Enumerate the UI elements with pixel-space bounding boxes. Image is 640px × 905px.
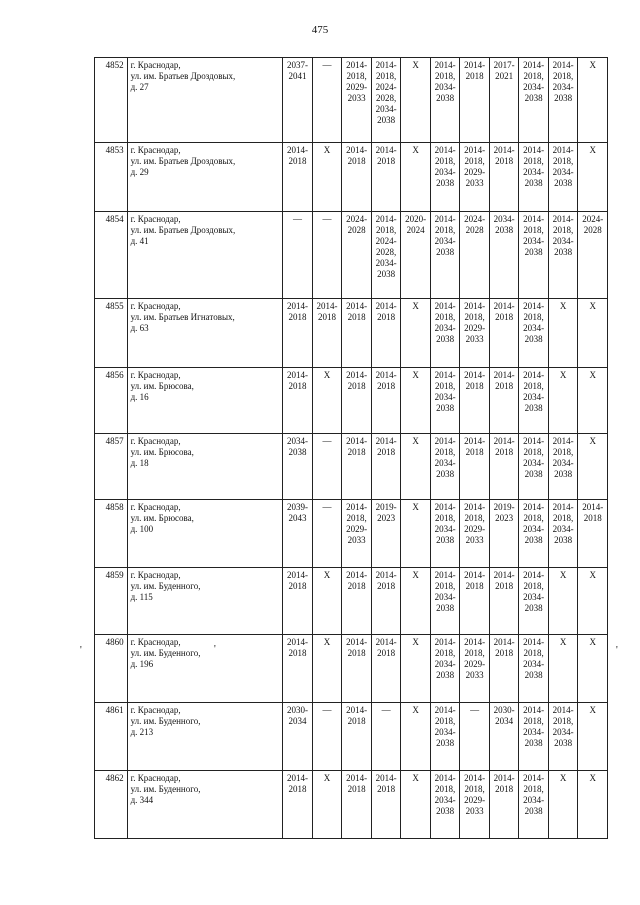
period-cell: 2014- 2018 <box>342 635 372 703</box>
record-number-cell: 4853 <box>95 143 128 212</box>
period-cell: 2014- 2018, 2029- 2033 <box>460 635 490 703</box>
period-cell: 2014- 2018, 2029- 2033 <box>460 143 490 212</box>
period-cell: 2014- 2018 <box>489 635 519 703</box>
address-cell: г. Краснодар, ул. им. Братьев Дроздовых, д. 29 <box>127 143 283 212</box>
period-cell: 2014- 2018, 2034- 2038 <box>519 299 549 368</box>
period-cell: X <box>401 58 431 143</box>
period-cell: — <box>312 212 342 299</box>
period-cell: X <box>401 500 431 568</box>
table-row <box>95 143 608 212</box>
address-cell: г. Краснодар, ул. им. Буденного, д. 344 <box>127 771 283 839</box>
period-cell: X <box>548 568 578 635</box>
period-cell: 2014- 2018 <box>489 368 519 434</box>
period-cell: 2014- 2018, 2034- 2038 <box>519 58 549 143</box>
period-cell: X <box>578 703 608 771</box>
period-cell: 2014- 2018 <box>371 635 401 703</box>
period-cell: 2014- 2018 <box>371 299 401 368</box>
period-cell: 2014- 2018, 2024- 2028, 2034- 2038 <box>371 212 401 299</box>
period-cell: 2014- 2018 <box>460 568 490 635</box>
address-cell: г. Краснодар, ул. им. Братьев Дроздовых, д. 41 <box>127 212 283 299</box>
period-cell: 2014- 2018 <box>371 143 401 212</box>
period-cell: 2034- 2038 <box>283 434 313 500</box>
period-cell: 2014- 2018, 2024- 2028, 2034- 2038 <box>371 58 401 143</box>
housing-repair-schedule-table <box>94 57 608 839</box>
period-cell: 2014- 2018, 2034- 2038 <box>519 212 549 299</box>
period-cell: 2014- 2018, 2034- 2038 <box>430 568 460 635</box>
period-cell: X <box>578 143 608 212</box>
period-cell: 2014- 2018 <box>342 299 372 368</box>
period-cell: X <box>548 771 578 839</box>
period-cell: 2014- 2018, 2034- 2038 <box>519 434 549 500</box>
page-number: 475 <box>311 24 329 36</box>
table-row <box>95 299 608 368</box>
period-cell: 2014- 2018 <box>460 434 490 500</box>
record-number-cell: 4862 <box>95 771 128 839</box>
address-cell: г. Краснодар, ул. им. Братьев Дроздовых, д. 27 <box>127 58 283 143</box>
address-cell: г. Краснодар, ул. им. Буденного, д. 213 <box>127 703 283 771</box>
period-cell: 2034- 2038 <box>489 212 519 299</box>
period-cell: 2014- 2018 <box>342 703 372 771</box>
period-cell: 2014- 2018 <box>342 568 372 635</box>
period-cell: 2014- 2018, 2034- 2038 <box>548 500 578 568</box>
period-cell: 2014- 2018, 2034- 2038 <box>430 368 460 434</box>
period-cell: — <box>312 703 342 771</box>
period-cell: 2014- 2018, 2034- 2038 <box>430 635 460 703</box>
record-number-cell: 4856 <box>95 368 128 434</box>
period-cell: 2014- 2018 <box>460 58 490 143</box>
period-cell: X <box>548 368 578 434</box>
right-margin-mark: ' <box>616 645 618 656</box>
table-row <box>95 58 608 143</box>
period-cell: 2014- 2018, 2034- 2038 <box>519 635 549 703</box>
address-cell: г. Краснодар, ул. им. Брюсова, д. 100 <box>127 500 283 568</box>
period-cell: X <box>312 143 342 212</box>
period-cell: 2014- 2018, 2034- 2038 <box>430 434 460 500</box>
period-cell: 2014- 2018 <box>283 368 313 434</box>
period-cell: 2014- 2018 <box>489 299 519 368</box>
period-cell: 2014- 2018, 2034- 2038 <box>519 368 549 434</box>
record-number-cell: 4852 <box>95 58 128 143</box>
period-cell: 2014- 2018 <box>489 143 519 212</box>
address-cell: г. Краснодар, ул. им. Братьев Игнатовых, д. 63 <box>127 299 283 368</box>
period-cell: 2030- 2034 <box>283 703 313 771</box>
table-row <box>95 500 608 568</box>
period-cell: 2014- 2018, 2034- 2038 <box>519 500 549 568</box>
period-cell: — <box>371 703 401 771</box>
period-cell: — <box>312 58 342 143</box>
address-cell: г. Краснодар, ул. им. Буденного, д. 115 <box>127 568 283 635</box>
record-number-cell: 4860 <box>95 635 128 703</box>
period-cell: X <box>401 771 431 839</box>
period-cell: 2014- 2018 <box>312 299 342 368</box>
table-row <box>95 703 608 771</box>
period-cell: 2024- 2028 <box>342 212 372 299</box>
period-cell: 2014- 2018 <box>283 299 313 368</box>
table-row <box>95 434 608 500</box>
period-cell: 2014- 2018, 2034- 2038 <box>519 703 549 771</box>
period-cell: X <box>578 568 608 635</box>
period-cell: 2014- 2018 <box>342 771 372 839</box>
address-cell: г. Краснодар, ул. им. Брюсова, д. 16 <box>127 368 283 434</box>
period-cell: 2014- 2018, 2034- 2038 <box>430 703 460 771</box>
period-cell: X <box>401 299 431 368</box>
period-cell: 2014- 2018 <box>342 368 372 434</box>
period-cell: X <box>401 703 431 771</box>
period-cell: X <box>578 635 608 703</box>
period-cell: 2014- 2018, 2034- 2038 <box>519 771 549 839</box>
period-cell: 2014- 2018 <box>371 568 401 635</box>
period-cell: — <box>312 500 342 568</box>
period-cell: 2014- 2018 <box>283 771 313 839</box>
period-cell: 2037- 2041 <box>283 58 313 143</box>
period-cell: — <box>460 703 490 771</box>
period-cell: 2014- 2018, 2029- 2033 <box>342 58 372 143</box>
table-row <box>95 212 608 299</box>
period-cell: 2024- 2028 <box>460 212 490 299</box>
record-number-cell: 4855 <box>95 299 128 368</box>
record-number-cell: 4861 <box>95 703 128 771</box>
period-cell: 2014- 2018 <box>283 143 313 212</box>
period-cell: 2014- 2018, 2034- 2038 <box>430 500 460 568</box>
period-cell: X <box>312 635 342 703</box>
period-cell: 2014- 2018 <box>342 434 372 500</box>
address-cell: г. Краснодар, ул. им. Брюсова, д. 18 <box>127 434 283 500</box>
table-row <box>95 368 608 434</box>
period-cell: 2014- 2018 <box>283 635 313 703</box>
record-number-cell: 4859 <box>95 568 128 635</box>
period-cell: 2014- 2018 <box>578 500 608 568</box>
period-cell: 2014- 2018 <box>371 434 401 500</box>
record-number-cell: 4857 <box>95 434 128 500</box>
period-cell: 2014- 2018 <box>489 434 519 500</box>
period-cell: 2017- 2021 <box>489 58 519 143</box>
period-cell: X <box>548 299 578 368</box>
period-cell: 2014- 2018, 2034- 2038 <box>548 58 578 143</box>
period-cell: 2019- 2023 <box>489 500 519 568</box>
period-cell: X <box>578 368 608 434</box>
period-cell: 2014- 2018, 2034- 2038 <box>430 58 460 143</box>
period-cell: 2014- 2018, 2034- 2038 <box>430 771 460 839</box>
period-cell: X <box>578 771 608 839</box>
period-cell: X <box>401 434 431 500</box>
period-cell: — <box>283 212 313 299</box>
period-cell: X <box>548 635 578 703</box>
period-cell: 2030- 2034 <box>489 703 519 771</box>
period-cell: 2039- 2043 <box>283 500 313 568</box>
period-cell: 2024- 2028 <box>578 212 608 299</box>
period-cell: 2014- 2018 <box>371 368 401 434</box>
period-cell: 2014- 2018 <box>283 568 313 635</box>
period-cell: 2014- 2018, 2034- 2038 <box>519 568 549 635</box>
period-cell: X <box>578 58 608 143</box>
period-cell: X <box>401 635 431 703</box>
period-cell: 2014- 2018, 2029- 2033 <box>460 771 490 839</box>
period-cell: X <box>312 368 342 434</box>
period-cell: 2014- 2018, 2034- 2038 <box>430 212 460 299</box>
period-cell: X <box>578 299 608 368</box>
left-margin-mark: ' <box>80 645 82 656</box>
period-cell: 2014- 2018, 2034- 2038 <box>519 143 549 212</box>
table-row <box>95 635 608 703</box>
period-cell: 2014- 2018, 2029- 2033 <box>460 299 490 368</box>
period-cell: 2014- 2018, 2034- 2038 <box>548 434 578 500</box>
period-cell: 2014- 2018, 2034- 2038 <box>548 703 578 771</box>
period-cell: X <box>401 568 431 635</box>
table-row <box>95 771 608 839</box>
period-cell: — <box>312 434 342 500</box>
period-cell: 2014- 2018, 2029- 2033 <box>460 500 490 568</box>
period-cell: 2014- 2018 <box>371 771 401 839</box>
period-cell: 2014- 2018 <box>489 568 519 635</box>
period-cell: 2014- 2018, 2034- 2038 <box>430 299 460 368</box>
period-cell: 2014- 2018 <box>489 771 519 839</box>
period-cell: 2020- 2024 <box>401 212 431 299</box>
period-cell: X <box>401 143 431 212</box>
period-cell: 2014- 2018 <box>342 143 372 212</box>
record-number-cell: 4854 <box>95 212 128 299</box>
period-cell: 2014- 2018, 2034- 2038 <box>548 143 578 212</box>
inline-mark: ' <box>214 644 216 655</box>
period-cell: 2019- 2023 <box>371 500 401 568</box>
address-cell: г. Краснодар, ул. им. Буденного, д. 196 <box>127 635 283 703</box>
period-cell: 2014- 2018 <box>460 368 490 434</box>
period-cell: 2014- 2018, 2034- 2038 <box>548 212 578 299</box>
period-cell: X <box>312 568 342 635</box>
period-cell: 2014- 2018, 2029- 2033 <box>342 500 372 568</box>
period-cell: X <box>578 434 608 500</box>
record-number-cell: 4858 <box>95 500 128 568</box>
period-cell: 2014- 2018, 2034- 2038 <box>430 143 460 212</box>
table-row <box>95 568 608 635</box>
period-cell: X <box>401 368 431 434</box>
period-cell: X <box>312 771 342 839</box>
